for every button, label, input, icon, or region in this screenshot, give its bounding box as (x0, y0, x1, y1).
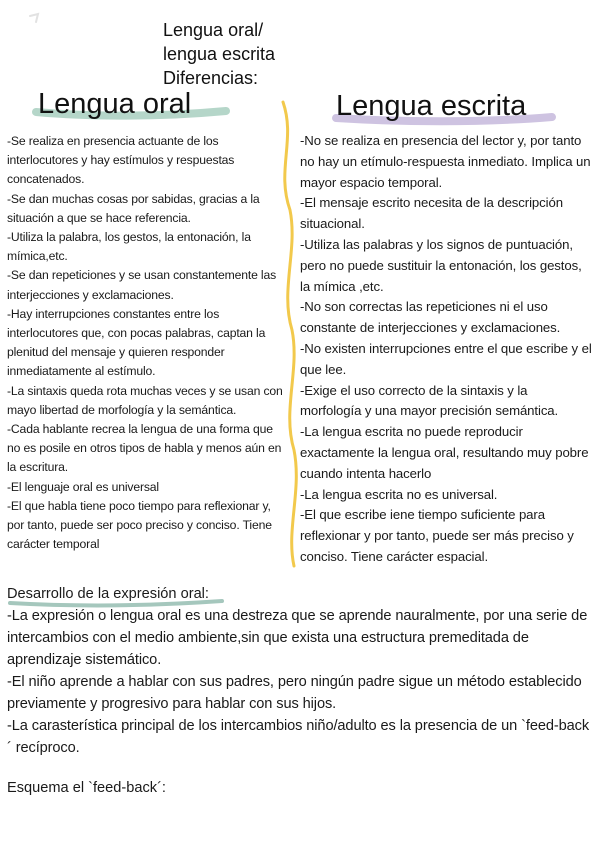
list-item: -Utiliza las palabras y los signos de puntuación, pero no puede sustituir la entonación, los gestos, la mímica ,etc. (300, 236, 582, 294)
oral-list (7, 132, 289, 554)
list-item: -El mensaje escrito necesita de la descripción situacional. (300, 195, 563, 232)
list-item: -El que habla tiene poco tiempo para reflexionar y, por tanto, puede ser poco preciso y conciso. Tiene carácter temporal (7, 498, 272, 552)
list-item: -La lengua escrita no puede reproducir exactamente la lengua oral, resultando muy pobre cuando intenta hacerlo (300, 424, 589, 481)
list-item: -El niño aprende a hablar con sus padres, pero ningún padre sigue un método establecido previamente y progresivo para hablar con sus hijos. (7, 674, 582, 712)
scheme-label: Esquema el `feed-back´: (7, 780, 166, 796)
escrita-heading: Lengua escrita (336, 90, 527, 122)
list-item: -Hay interrupciones constantes entre los interlocutores que, con pocas palabras, captan la plenitud del mensaje y quieren responder inmediatamente al estímulo. (7, 306, 266, 379)
list-item: -La lengua escrita no es universal. (300, 486, 498, 502)
list-item: -Se dan repeticiones y se usan constantemente las interjecciones y exclamaciones. (7, 268, 277, 302)
list-item: -El lenguaje oral es universal (7, 479, 159, 494)
list-item: -Cada hablante recrea la lengua de una forma que no es posile en otros tipos de habla y menos aún en la escritura. (7, 422, 282, 475)
list-item: -El que escribe iene tiempo suficiente para reflexionar y por tanto, puede ser más preciso y conciso. Tiene carácter espacial. (300, 507, 574, 564)
list-item: -Se dan muchas cosas por sabidas, gracias a la situación a que se hace referencia. (7, 191, 260, 225)
corner-scribble-icon (26, 8, 48, 30)
list-item: -Se realiza en presencia actuante de los interlocutores y hay estímulos y respuestas concatenados. (7, 134, 235, 187)
title-line: Lengua oral/ (163, 20, 264, 40)
list-item: -La carasterística principal de los intercambios niño/adulto es la presencia de un `feed-back´ recíproco. (7, 718, 590, 756)
list-item: -No se realiza en presencia del lector y, por tanto no hay un etímulo-respuesta inmediato. Implica un mayor espacio temporal. (300, 133, 591, 190)
list-item: -No son correctas las repeticiones ni el uso constante de interjecciones y exclamaciones. (300, 299, 561, 336)
list-item: -No existen interrupciones entre el que escribe y el que lee. (300, 340, 592, 377)
page-title (163, 18, 313, 90)
desarrollo-heading: Desarrollo de la expresión oral: (7, 586, 209, 602)
list-item: -La sintaxis queda rota muchas veces y se usan con mayo libertad de morfología y la semántica. (7, 383, 283, 417)
list-item: -Utiliza la palabra, los gestos, la entonación, la mímica,etc. (7, 230, 251, 264)
title-line: Diferencias: (163, 68, 259, 88)
escrita-list (300, 131, 592, 568)
list-item: -Exige el uso correcto de la sintaxis y la morfología y una mayor precisión semántica. (300, 382, 559, 419)
desarrollo-list (7, 605, 592, 759)
list-item: -La expresión o lengua oral es una destreza que se aprende nauralmente, por una serie de intercambios con el medio ambiente,sin que exista una estructura premeditada de aprendizaje sistemático. (7, 608, 588, 668)
oral-heading: Lengua oral (38, 88, 192, 120)
title-line: lengua escrita (163, 44, 276, 64)
